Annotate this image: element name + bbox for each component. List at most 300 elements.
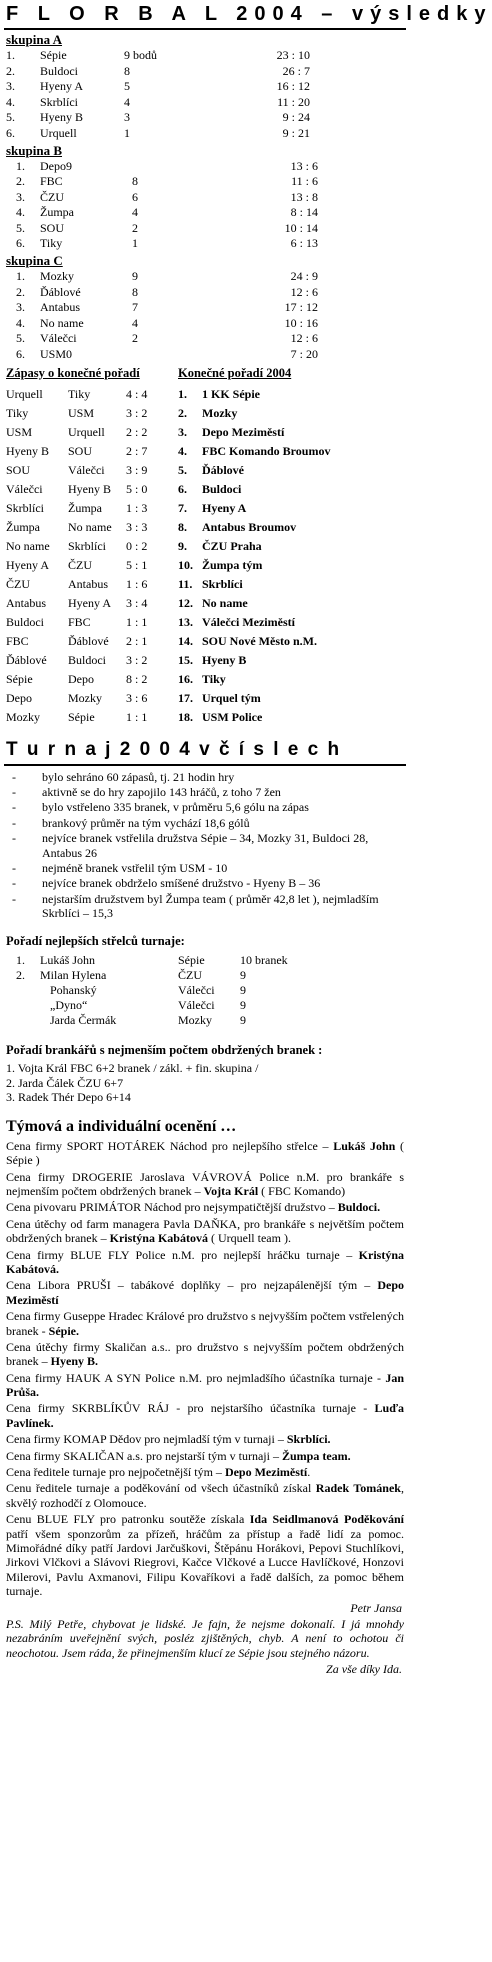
matches-table [6,385,166,727]
group-cell: 5 [124,79,130,94]
awards-title: Týmová a individuální ocenění … [6,1117,237,1135]
final-row [178,632,330,651]
group-cell: 3. [16,300,25,315]
group-cell: 5. [6,110,15,125]
group-cell: 7 : 20 [290,346,318,361]
match-cell: Urquell [68,425,105,440]
group-cell [132,158,248,174]
scorer-cell: ČZU [178,967,202,982]
final-team: Žumpa tým [202,558,263,573]
match-row [6,537,166,556]
final-team: Skrblíci [202,577,243,592]
award-text: Cena firmy SKALIČAN a.s. pro nejstarší tým v turnaji – [6,1448,282,1463]
award-winner: Hyeny B. [50,1354,98,1369]
final-row [178,689,330,708]
match-cell: Antabus [6,596,46,611]
group-cell: 11 : 6 [291,174,318,189]
group-cell: Tiky [40,236,63,251]
scorer-cell: „Dyno“ [50,997,88,1012]
match-row [6,480,166,499]
match-cell: 2 : 1 [126,634,148,649]
group-cell: 16 : 12 [276,79,310,94]
award-text: , skvělý rozhodčí z Olomouce. [6,1481,404,1510]
bullet-dash: - [12,860,16,875]
group-row [6,48,318,64]
group-title: skupina A [6,32,63,47]
group-cell: 5. [16,220,25,235]
award-winner: Poděkování [344,1512,405,1527]
stat-item [8,861,404,875]
group-cell: 8 [132,284,138,299]
award-text: . [307,1465,311,1480]
award-winner: Luďa Pavlínek. [6,1401,404,1430]
final-row [178,537,330,556]
award-paragraph [6,1248,404,1277]
group-cell: Skrblíci [40,94,78,109]
group-cell: Hyeny A [40,79,83,94]
group-cell: 12 : 6 [290,284,318,299]
bullet-dash: - [12,831,16,846]
group-row [6,300,326,316]
final-row [178,442,330,461]
match-cell: FBC [6,634,29,649]
goalie-item: 1. Vojta Král FBC 6+2 branek / zákl. + fin. skupina / [6,1061,259,1076]
award-paragraph [6,1340,404,1369]
match-cell: Sépie [68,710,95,725]
match-row [6,708,166,727]
final-row [178,385,330,404]
award-winner: Radek Tománek [315,1481,401,1496]
numbers-title: T u r n a j 2 0 0 4 v č í s l e c h [6,738,342,760]
group-cell: 4 [132,205,138,220]
award-paragraph [6,1371,404,1400]
group-cell: SOU [40,220,65,235]
award-winner: Kristýna Kabátová. [6,1247,404,1276]
final-team: Antabus Broumov [202,520,297,535]
scorers-title: Pořadí nejlepších střelců turnaje: [6,934,185,949]
final-team: Hyeny A [202,501,247,516]
award-text: Cena firmy SPORT HOTÁREK Náchod pro nejlepšího střelce – [6,1138,334,1153]
match-cell: 3 : 4 [126,596,148,611]
final-rank: 4. [178,444,187,459]
award-text: ( Sépie ) [6,1138,404,1168]
match-cell: Ďáblové [6,653,47,668]
bullet-dash: - [12,876,16,891]
group-cell: Urquell [40,125,77,140]
page-title: F L O R B A L 2004 – výsledky [6,3,492,25]
match-cell: No name [68,520,112,535]
group-cell: 2 [132,220,138,235]
group-cell: 10 : 14 [284,220,318,235]
bullet-dash: - [12,800,16,815]
final-team: SOU Nové Město n.M. [202,634,317,649]
match-cell: Buldoci [6,615,44,630]
group-cell: 11 : 20 [277,94,310,109]
award-text: Cena firmy KOMAP Dědov pro nejmladší tým v turnaji – [6,1432,287,1447]
group-cell: No name [40,315,84,330]
award-text: Cena útěchy firmy Skaličan a.s.. pro družstvo s nejvyšším počtem obdržených branek – [6,1339,404,1369]
group-cell: 6. [16,346,25,361]
award-paragraph [6,1217,404,1246]
match-row [6,404,166,423]
award-winner: Buldoci. [337,1200,381,1215]
group-cell: 9 bodů [124,48,157,63]
scorer-cell: 9 [240,997,246,1012]
group-cell: 10 : 16 [284,315,318,330]
award-winner: Depo Meziměstí [6,1278,404,1307]
match-cell: Ďáblové [68,634,109,649]
final-team: USM Police [202,710,263,725]
group-cell: 6. [6,125,15,140]
match-cell: 3 : 6 [126,691,148,706]
award-text: Cena firmy DROGERIE Jaroslava VÁVROVÁ Police n.M. pro brankáře s nejmenším počtem obdržených branek – [6,1169,404,1199]
final-rank: 6. [178,482,187,497]
goalies-list [0,1061,410,1104]
matches-title: Zápasy o konečné pořadí [6,365,140,380]
group-cell: 6 [132,189,138,204]
numbers-rule [4,764,406,766]
scorer-cell: Pohanský [50,982,97,997]
group-cell: Antabus [40,300,80,315]
award-text: Cena firmy HAUK A SYN Police n.M. pro nejmladšího účastníka turnaje - [6,1370,386,1385]
goalies-title: Pořadí brankářů s nejmenším počtem obdržených branek : [6,1043,323,1058]
stat-text: nejméně branek vstřelil tým USM - 10 [42,860,228,875]
group-row [6,346,326,362]
match-cell: Sépie [6,672,33,687]
final-row [178,423,330,442]
final-team: Buldoci [202,482,242,497]
group-row [6,79,318,95]
final-table [178,385,330,727]
match-cell: Depo [6,691,32,706]
match-row [6,594,166,613]
group-row [6,110,318,126]
final-row [178,613,330,632]
award-paragraph [6,1278,404,1307]
match-cell: 3 : 2 [126,406,148,421]
final-rank: 18. [178,710,193,725]
group-cell: 6. [16,236,25,251]
match-row [6,499,166,518]
scorer-row [16,1012,320,1027]
group-row [6,315,326,331]
scorer-cell: 10 branek [240,952,288,967]
final-row [178,651,330,670]
group-cell: Válečci [40,331,77,346]
group-row [6,284,326,300]
final-team: Urquel tým [202,691,261,706]
scorer-cell [16,982,40,997]
stat-text: aktivně se do hry zapojilo 143 hráčů, z toho 7 žen [42,784,281,799]
stat-text: nejvíce branek vstřelila družstva Sépie – 34, Mozky 31, Buldoci 28, Antabus 26 [42,831,369,860]
group-cell: USM0 [40,346,73,361]
group-cell: 7 [132,300,138,315]
group-cell: 4. [6,94,15,109]
final-rank: 11. [178,577,193,592]
stat-item [8,800,404,814]
group-cell: Žumpa [40,205,74,220]
group-cell: 3. [16,189,25,204]
award-text: Cenu ředitele turnaje a poděkování od všech účastníků získal [6,1481,316,1496]
final-row [178,518,330,537]
final-team: Tiky [202,672,226,687]
final-team: ČZU Praha [202,539,262,554]
match-cell: 1 : 1 [126,615,148,630]
match-cell: Skrblíci [68,539,106,554]
award-text: Cena pivovaru PRIMÁTOR Náchod pro nejsympatičtější družstvo – [6,1200,338,1215]
scorer-row [16,997,320,1012]
match-row [6,556,166,575]
goalie-item: 3. Radek Thér Depo 6+14 [6,1090,131,1105]
award-text: Cena Libora PRUŠI – tabákové doplňky – pro nejzapálenější tým – [6,1278,378,1293]
final-row [178,499,330,518]
final-rank: 7. [178,501,187,516]
award-winner: Ida Seidlmanová [249,1512,339,1527]
match-cell: Tiky [6,406,29,421]
match-cell: Antabus [68,577,108,592]
match-cell: ČZU [6,577,30,592]
final-team: FBC Komando Broumov [202,444,331,459]
award-paragraph [6,1481,404,1510]
match-row [6,632,166,651]
match-cell: 2 : 2 [126,425,148,440]
group-cell: 2. [6,63,15,78]
group-cell: 3 [124,110,130,125]
bullet-dash: - [12,784,16,799]
match-cell: Skrblíci [6,501,44,516]
stat-item [8,831,404,860]
stat-item [8,876,404,890]
bullet-dash: - [12,891,16,906]
group-cell: 4. [16,205,25,220]
group-cell: 24 : 9 [290,269,318,284]
award-text: Cena ředitele turnaje pro nejpočetnější tým – [6,1465,225,1480]
group-cell: 17 : 12 [284,300,318,315]
match-cell: USM [6,425,33,440]
group-cell: 2. [16,174,25,189]
match-cell: 1 : 1 [126,710,148,725]
award-winner: Kristýna Kabátová [109,1231,208,1246]
final-team: 1 KK Sépie [202,387,261,402]
scorer-cell: 9 [240,967,246,982]
match-row [6,442,166,461]
final-rank: 15. [178,653,193,668]
scorer-cell: 9 [240,982,246,997]
match-cell: 8 : 2 [126,672,148,687]
match-row [6,689,166,708]
award-winner: Lukáš John [333,1138,396,1153]
group-cell: 1. [16,269,25,284]
match-cell: USM [68,406,95,421]
match-row [6,670,166,689]
group-cell [132,346,248,362]
group-cell: 26 : 7 [282,63,310,78]
match-cell: No name [6,539,50,554]
final-rank: 17. [178,691,193,706]
stat-text: bylo vstřeleno 335 branek, v průměru 5,6 gólu na zápas [42,800,309,815]
group-cell: 2. [16,284,25,299]
final-team: Válečci Meziměstí [202,615,295,630]
award-paragraph [6,1170,404,1199]
award-winner: Žumpa team. [281,1448,351,1463]
match-cell: 3 : 2 [126,653,148,668]
award-winner: Jan Průša. [6,1370,404,1400]
award-paragraph [6,1449,404,1463]
group-cell: Depo9 [40,158,72,173]
match-cell: Žumpa [68,501,102,516]
group-row [6,220,326,236]
goalie-item: 2. Jarda Čálek ČZU 6+7 [6,1075,124,1090]
match-cell: 2 : 7 [126,444,148,459]
match-cell: Žumpa [6,520,40,535]
match-cell: 5 : 1 [126,558,148,573]
award-text: Cena firmy SKRBLÍKŮV RÁJ - pro nejstaršího účastníka turnaje - [6,1401,375,1416]
final-rank: 9. [178,539,187,554]
final-row [178,708,330,727]
group-cell: 13 : 6 [290,158,318,173]
award-paragraph [6,1465,404,1479]
final-rank: 3. [178,425,187,440]
award-winner: Sépie. [48,1323,79,1338]
match-cell: 3 : 3 [126,520,148,535]
match-cell: Buldoci [68,653,106,668]
match-row [6,385,166,404]
group-cell: Mozky [40,269,74,284]
award-text: patří všem sponzorům za přízeň, hráčům za přístup a řadě lidí za pomoc. Mimořádné díky patří Jardovi Jarčuškovi, Štěpánu Horákovi, Pepovi Stuchlíkovi, Jirkovi Vlčkovi a Slávovi Riegrovi, Kačce Vlčkové a Lucce Havlíčkové, Honzovi Milerovi, Pavlu Axmanovi, Filipu Kovaříkovi a řadě dalších, za pomoc během turnaje. [6,1526,404,1599]
group-table [6,48,318,141]
matches-column [6,366,174,727]
stat-item [8,816,404,830]
group-title: skupina B [6,142,63,158]
stat-item [8,770,404,784]
match-row [6,461,166,480]
final-rank: 2. [178,406,187,421]
match-row [6,575,166,594]
bullet-dash: - [12,815,16,830]
final-row [178,594,330,613]
scorer-cell: Milan Hylena [40,967,107,982]
group-cell: 1 [132,236,138,251]
scorer-cell: Lukáš John [40,952,95,967]
group-cell: 1. [16,158,25,173]
final-rank: 14. [178,634,193,649]
group-cell: 13 : 8 [290,189,318,204]
match-cell: Hyeny B [68,482,111,497]
match-cell: Hyeny A [6,558,49,573]
award-winner: Skrblíci. [286,1432,331,1447]
group-cell: 1 [124,125,130,140]
final-row [178,670,330,689]
final-rank: 8. [178,520,187,535]
match-row [6,613,166,632]
group-cell: 4 [132,315,138,330]
group-cell: 4 [124,94,130,109]
match-cell: Tiky [68,387,91,402]
group-row [6,236,326,252]
scorers-table [16,952,320,1027]
final-team: Mozky [202,406,238,421]
award-winner: Depo Meziměstí [224,1465,308,1480]
group-cell: 9 : 21 [282,125,310,140]
group-row [6,94,318,110]
match-cell: Mozky [68,691,102,706]
award-text: Cena útěchy od farm managera Pavla DAŇKA, pro brankáře s největším počtem obdržených branek – [6,1216,404,1246]
match-cell: Mozky [6,710,40,725]
group-table [6,269,326,362]
final-row [178,556,330,575]
group-row [6,158,326,174]
group-cell: Hyeny B [40,110,83,125]
award-winner: Vojta Král [203,1184,259,1199]
match-row [6,423,166,442]
stat-item [8,785,404,799]
final-rank: 1. [178,387,187,402]
final-row [178,480,330,499]
award-paragraph [6,1200,404,1214]
match-cell: 4 : 4 [126,387,148,402]
match-cell: Hyeny B [6,444,49,459]
award-text: Cenu BLUE FLY pro patronku soutěže získala [6,1512,250,1527]
final-team: Hyeny B [202,653,247,668]
group-row [6,63,318,79]
scorer-cell [16,997,40,1012]
final-team: Depo Meziměstí [202,425,285,440]
results-columns [6,366,404,727]
group-cell: Sépie [40,48,67,63]
postscript: P.S. Milý Petře, chybovat je lidské. Je fajn, že nejsme dokonalí. I já mnohdy nezabráním uveřejnění svých, posléz zjištěných, chyb. A není to ochotou či neochotou. Jsem ráda, že přinejmenším klucí ze Sépie jsou stejného názoru. [6,1616,404,1660]
final-rank: 16. [178,672,193,687]
group-cell: 9 [132,269,138,284]
award-text: ( Urquell team ). [207,1231,291,1246]
match-cell: 1 : 3 [126,501,148,516]
final-team: No name [202,596,248,611]
scorer-cell: Jarda Čermák [50,1012,117,1027]
group-title: skupina C [6,253,63,269]
award-paragraph [6,1432,404,1446]
final-rank: 12. [178,596,193,611]
scorer-row [16,967,320,982]
scorer-cell: Válečci [178,982,215,997]
final-rank: 10. [178,558,193,573]
match-row [6,651,166,670]
scorer-cell: 1. [16,952,25,967]
group-row [6,269,326,285]
award-paragraph [6,1139,404,1168]
group-cell: 9 : 24 [282,110,310,125]
award-text: Cena firmy BLUE FLY Police n.M. pro nejlepší hráčku turnaje – [6,1247,359,1262]
group-cell: 4. [16,315,25,330]
final-row [178,575,330,594]
group-cell: 1. [6,48,15,63]
group-cell: 2 [132,331,138,346]
awards-list [0,1139,410,1599]
group-cell: ČZU [40,189,64,204]
group-cell: 6 : 13 [290,236,318,251]
group-cell: FBC [40,174,63,189]
final-row [178,404,330,423]
match-row [6,518,166,537]
group-cell: 5. [16,331,25,346]
match-cell: 1 : 6 [126,577,148,592]
match-cell: SOU [6,463,31,478]
match-cell: 0 : 2 [126,539,148,554]
scorer-cell: Válečci [178,997,215,1012]
group-row [6,125,318,141]
group-cell: 23 : 10 [276,48,310,63]
award-text: Cena firmy Guseppe Hradec Králové pro družstvo s nejvyšším počtem vstřelených branek - [6,1309,404,1338]
award-paragraph [6,1512,404,1598]
closing: Za vše díky Ida. [326,1662,402,1677]
